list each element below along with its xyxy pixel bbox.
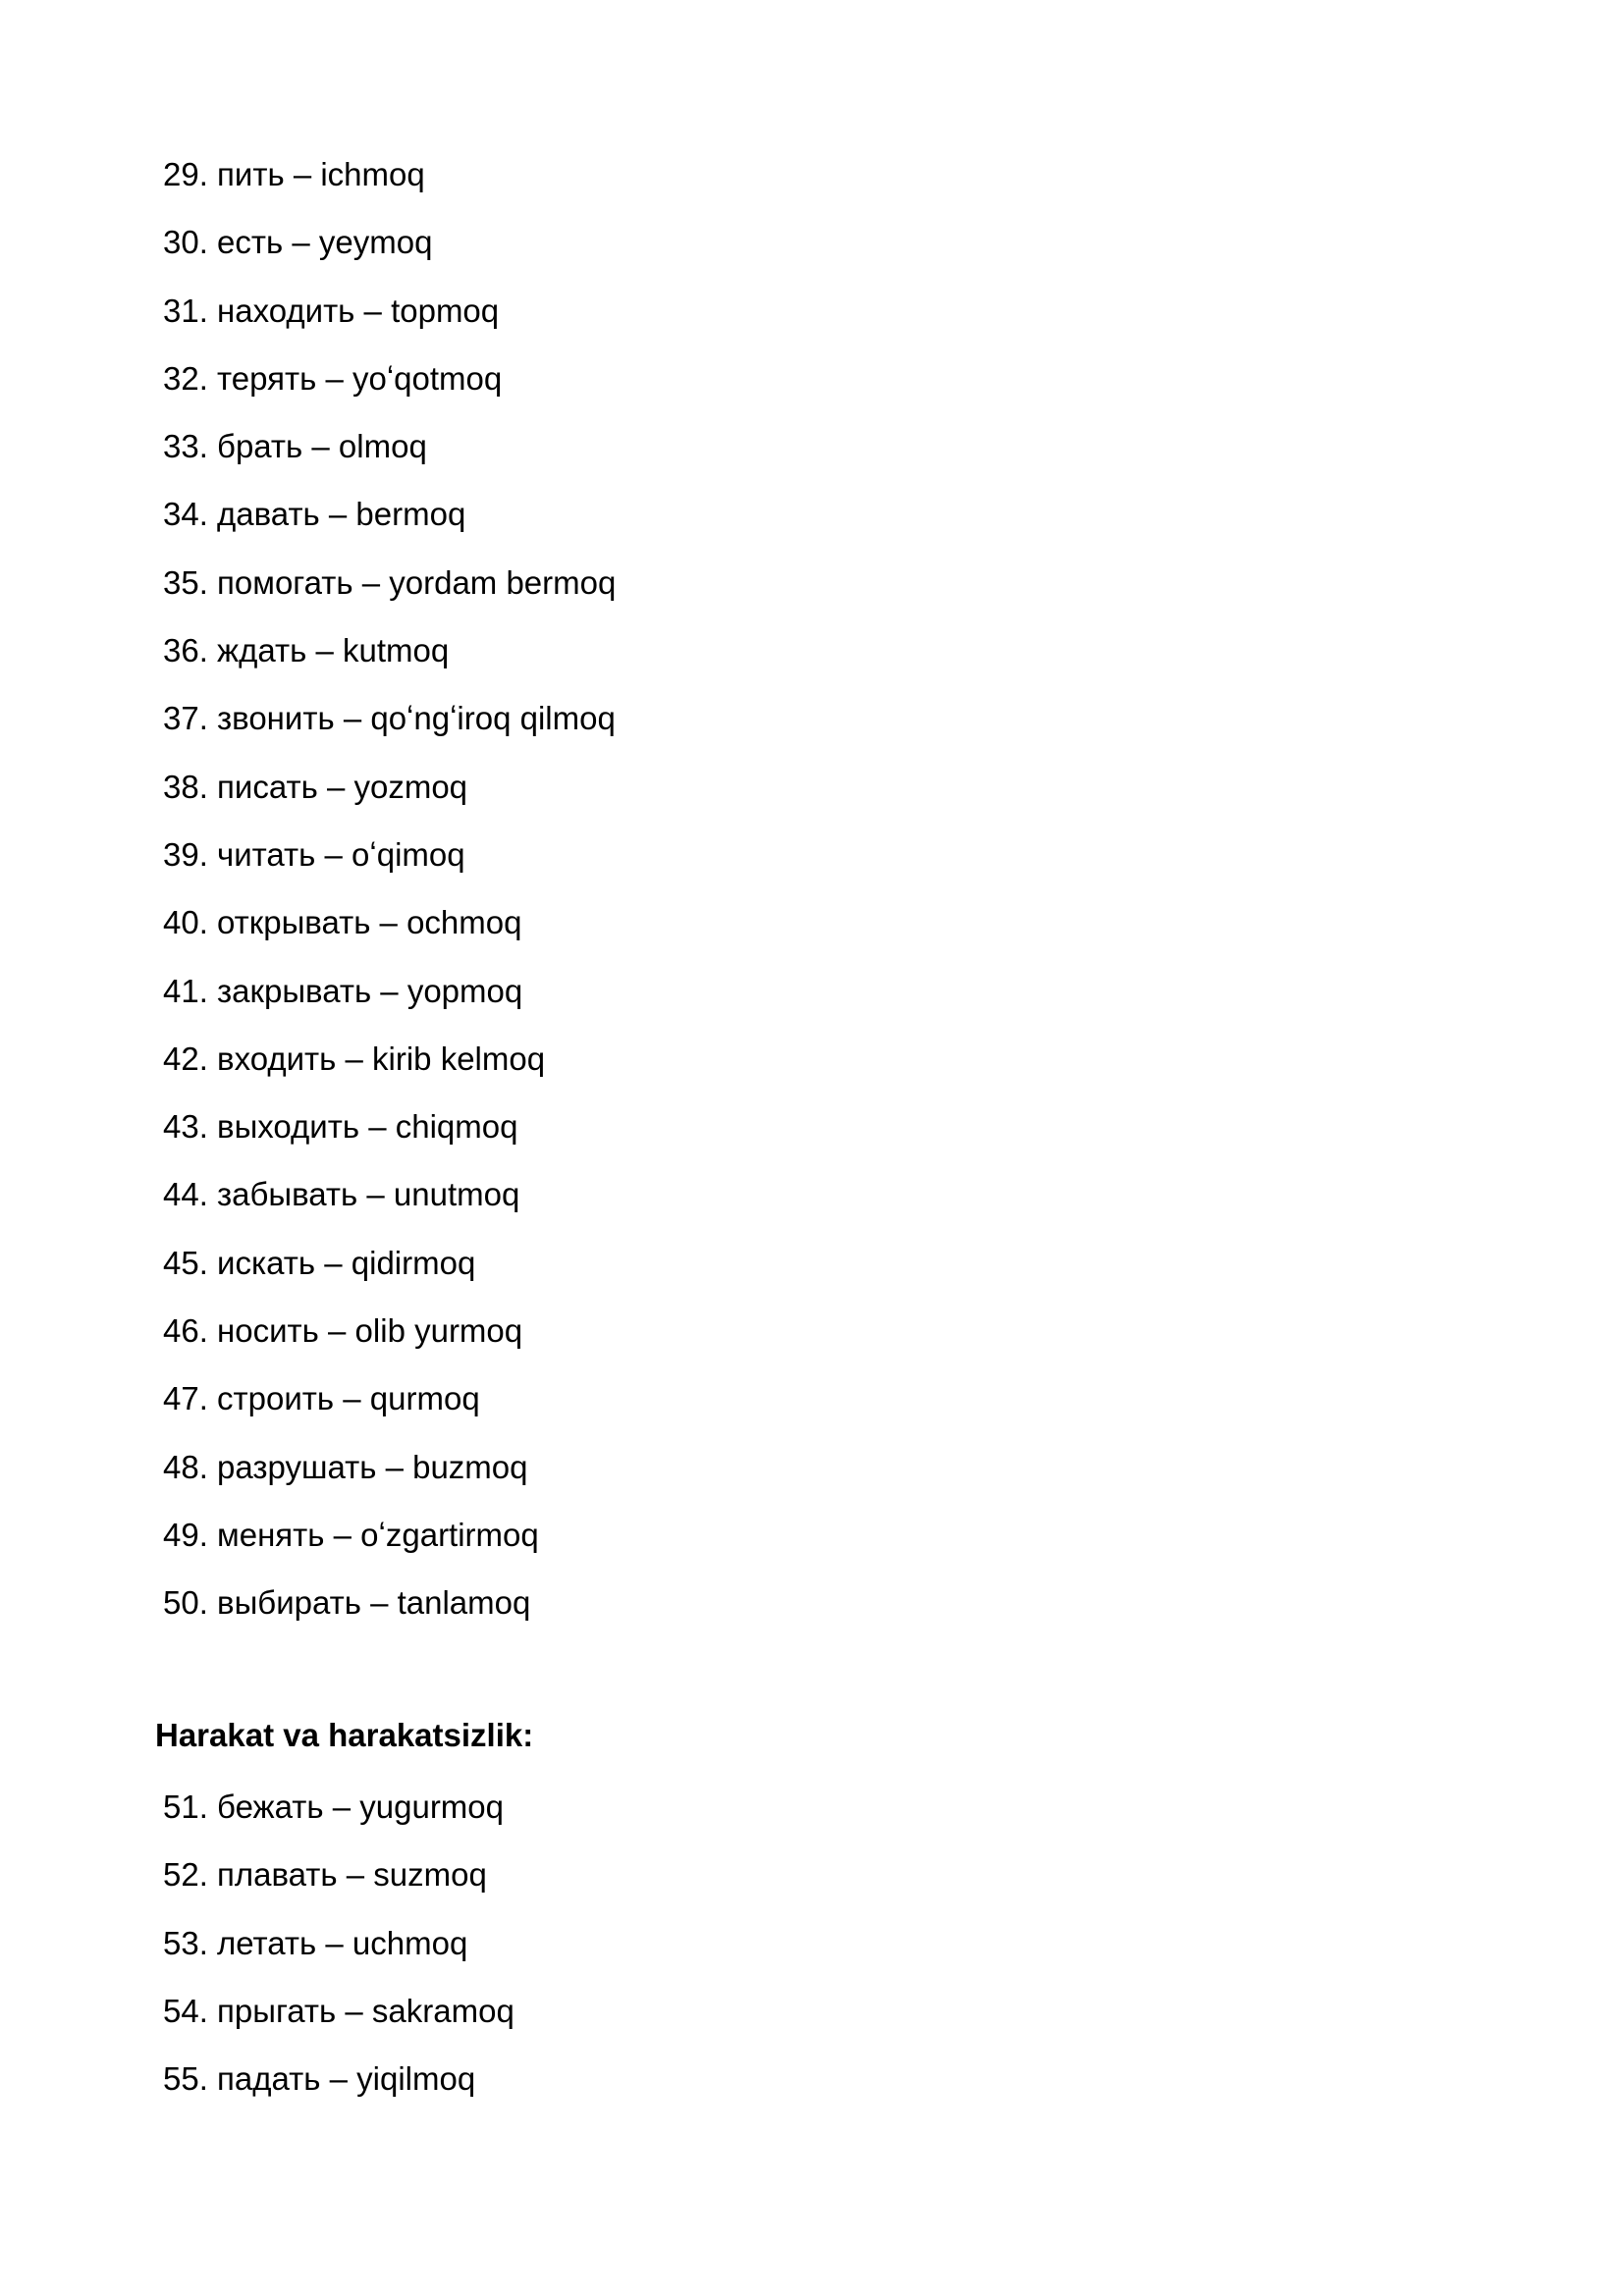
list-item: 44. забывать – unutmoq <box>163 1176 520 1213</box>
list-item: 53. летать – uchmoq <box>163 1924 468 1961</box>
list-item: 32. терять – yoʻqotmoq <box>163 359 503 397</box>
section-heading: Harakat va harakatsizlik: <box>155 1717 534 1753</box>
list-item: 47. строить – qurmoq <box>163 1380 480 1417</box>
list-item: 29. пить – ichmoq <box>163 156 425 192</box>
list-item: 48. разрушать – buzmoq <box>163 1448 528 1485</box>
list-item: 35. помогать – yordam bermoq <box>163 563 617 601</box>
vocabulary-list-movement <box>163 1782 514 2121</box>
list-item: 43. выходить – chiqmoq <box>163 1108 518 1146</box>
list-item: 37. звонить – qoʻngʻiroq qilmoq <box>163 700 616 737</box>
list-item: 39. читать – oʻqimoq <box>163 835 465 873</box>
list-item: 41. закрывать – yopmoq <box>163 972 523 1009</box>
list-item: 31. находить – topmoq <box>163 292 500 329</box>
vocabulary-list-verbs <box>163 149 616 1646</box>
list-item: 52. плавать – suzmoq <box>163 1856 487 1894</box>
list-item: 50. выбирать – tanlamoq <box>163 1584 531 1622</box>
list-item: 33. брать – olmoq <box>163 428 427 465</box>
list-item: 30. есть – yeymoq <box>163 224 433 261</box>
list-item: 51. бежать – yugurmoq <box>163 1789 504 1825</box>
list-item: 36. ждать – kutmoq <box>163 632 450 669</box>
list-item: 40. открывать – ochmoq <box>163 904 522 941</box>
list-item: 42. входить – kirib kelmoq <box>163 1040 546 1077</box>
list-item: 54. прыгать – sakramoq <box>163 1992 514 2029</box>
list-item: 46. носить – olib yurmoq <box>163 1312 523 1350</box>
list-item: 55. падать – yiqilmoq <box>163 2060 476 2098</box>
list-item: 34. давать – bermoq <box>163 496 466 533</box>
list-item: 49. менять – oʻzgartirmoq <box>163 1516 539 1553</box>
list-item: 45. искать – qidirmoq <box>163 1244 476 1281</box>
list-item: 38. писать – yozmoq <box>163 768 468 805</box>
